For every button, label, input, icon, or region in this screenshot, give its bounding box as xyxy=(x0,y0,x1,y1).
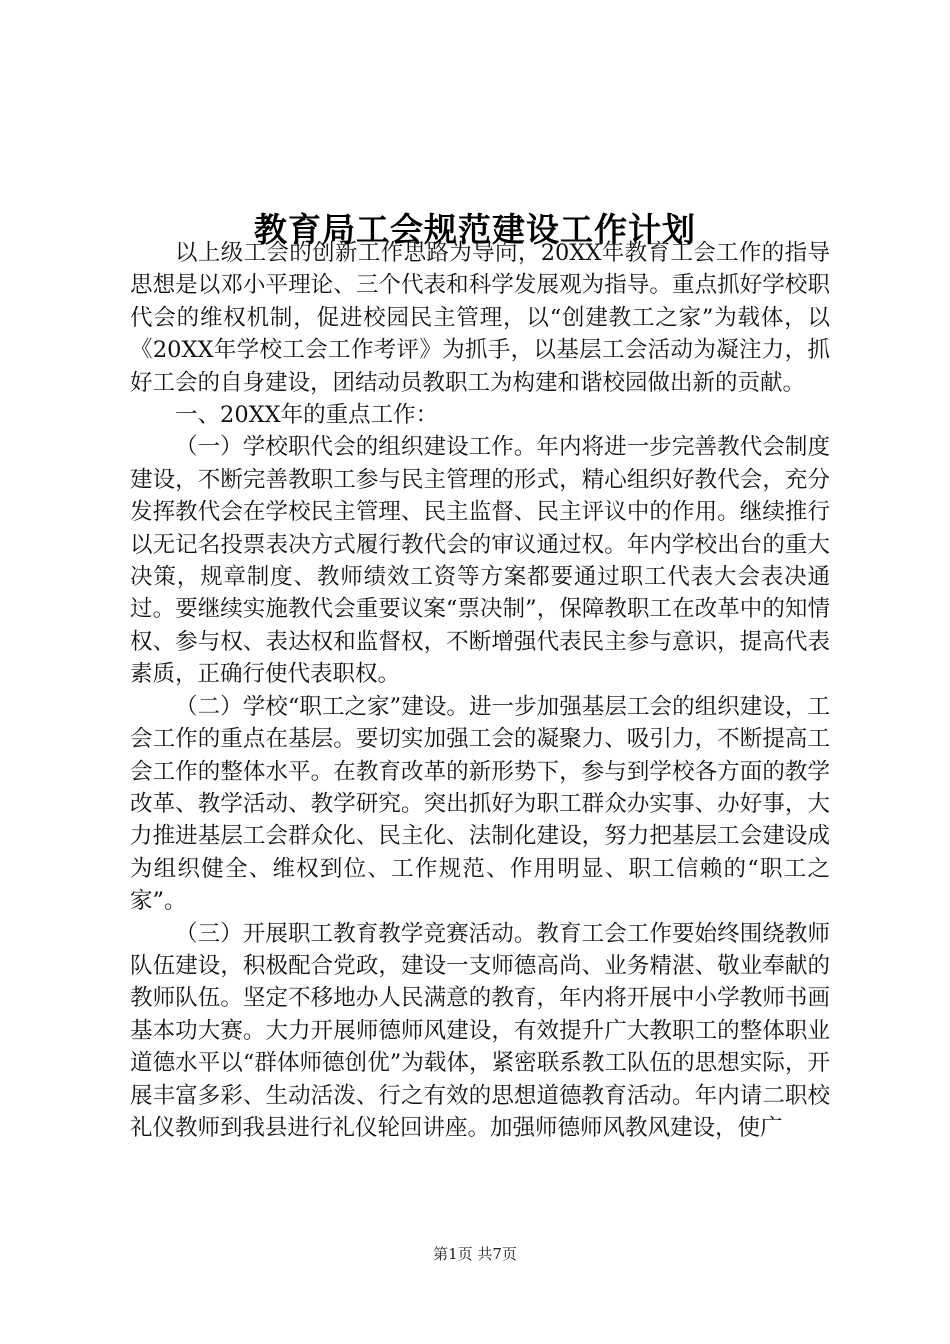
document-title: 教育局工会规范建设工作计划 xyxy=(254,210,696,250)
section-heading-key-work: 一、20XX年的重点工作： xyxy=(175,402,439,429)
intro-paragraph: 以上级工会的创新工作思路为导向，20XX年教育工会工作的指导思想是以邓小平理论、三个代表和科学发展观为指导。重点抓好学校职代会的维权机制，促进校园民主管理，以“创建教工之家”为载体，以《20XX年学校工会工作考评》为抓手，以基层工会活动为凝注力，抓好工会的自身建设，团结动员教职工为构建和谐校园做出新的贡献。 xyxy=(130,240,830,396)
document-body xyxy=(130,237,830,1144)
paragraph-teaching-contest: （三）开展职工教育教学竞赛活动。教育工会工作要始终围绕教师队伍建设，积极配合党政，建设一支师德高尚、业务精湛、敬业奉献的教师队伍。坚定不移地办人民满意的教育，年内将开展中小学教师书画基本功大赛。大力开展师德师风建设，有效提升广大教职工的整体职业道德水平以“群体师德创优”为载体，紧密联系教工队伍的思想实际，开展丰富多彩、生动活泼、行之有效的思想道德教育活动。年内请二职校礼仪教师到我县进行礼仪轮回讲座。加强师德师风教风建设，使广 xyxy=(130,920,830,1141)
paragraph-workers-congress: （一）学校职代会的组织建设工作。年内将进一步完善教代会制度建设，不断完善教职工参与民主管理的形式，精心组织好教代会，充分发挥教代会在学校民主管理、民主监督、民主评议中的作用。继续推行以无记名投票表决方式履行教代会的审议通过权。年内学校出台的重大决策，规章制度、教师绩效工资等方案都要通过职工代表大会表决通过。要继续实施教代会重要议案“票决制”，保障教职工在改革中的知情权、参与权、表达权和监督权，不断增强代表民主参与意识，提高代表素质，正确行使代表职权。 xyxy=(130,434,830,688)
page-footer: 第1页 共7页 xyxy=(433,1245,517,1263)
paragraph-staff-home: （二）学校“职工之家”建设。进一步加强基层工会的组织建设，工会工作的重点在基层。要切实加强工会的凝聚力、吸引力，不断提高工会工作的整体水平。在教育改革的新形势下，参与到学校各方面的教学改革、教学活动、教学研究。突出抓好为职工群众办实事、办好事，大力推进基层工会群众化、民主化、法制化建设，努力把基层工会建设成为组织健全、维权到位、工作规范、作用明显、职工信赖的“职工之家”。 xyxy=(130,693,830,915)
